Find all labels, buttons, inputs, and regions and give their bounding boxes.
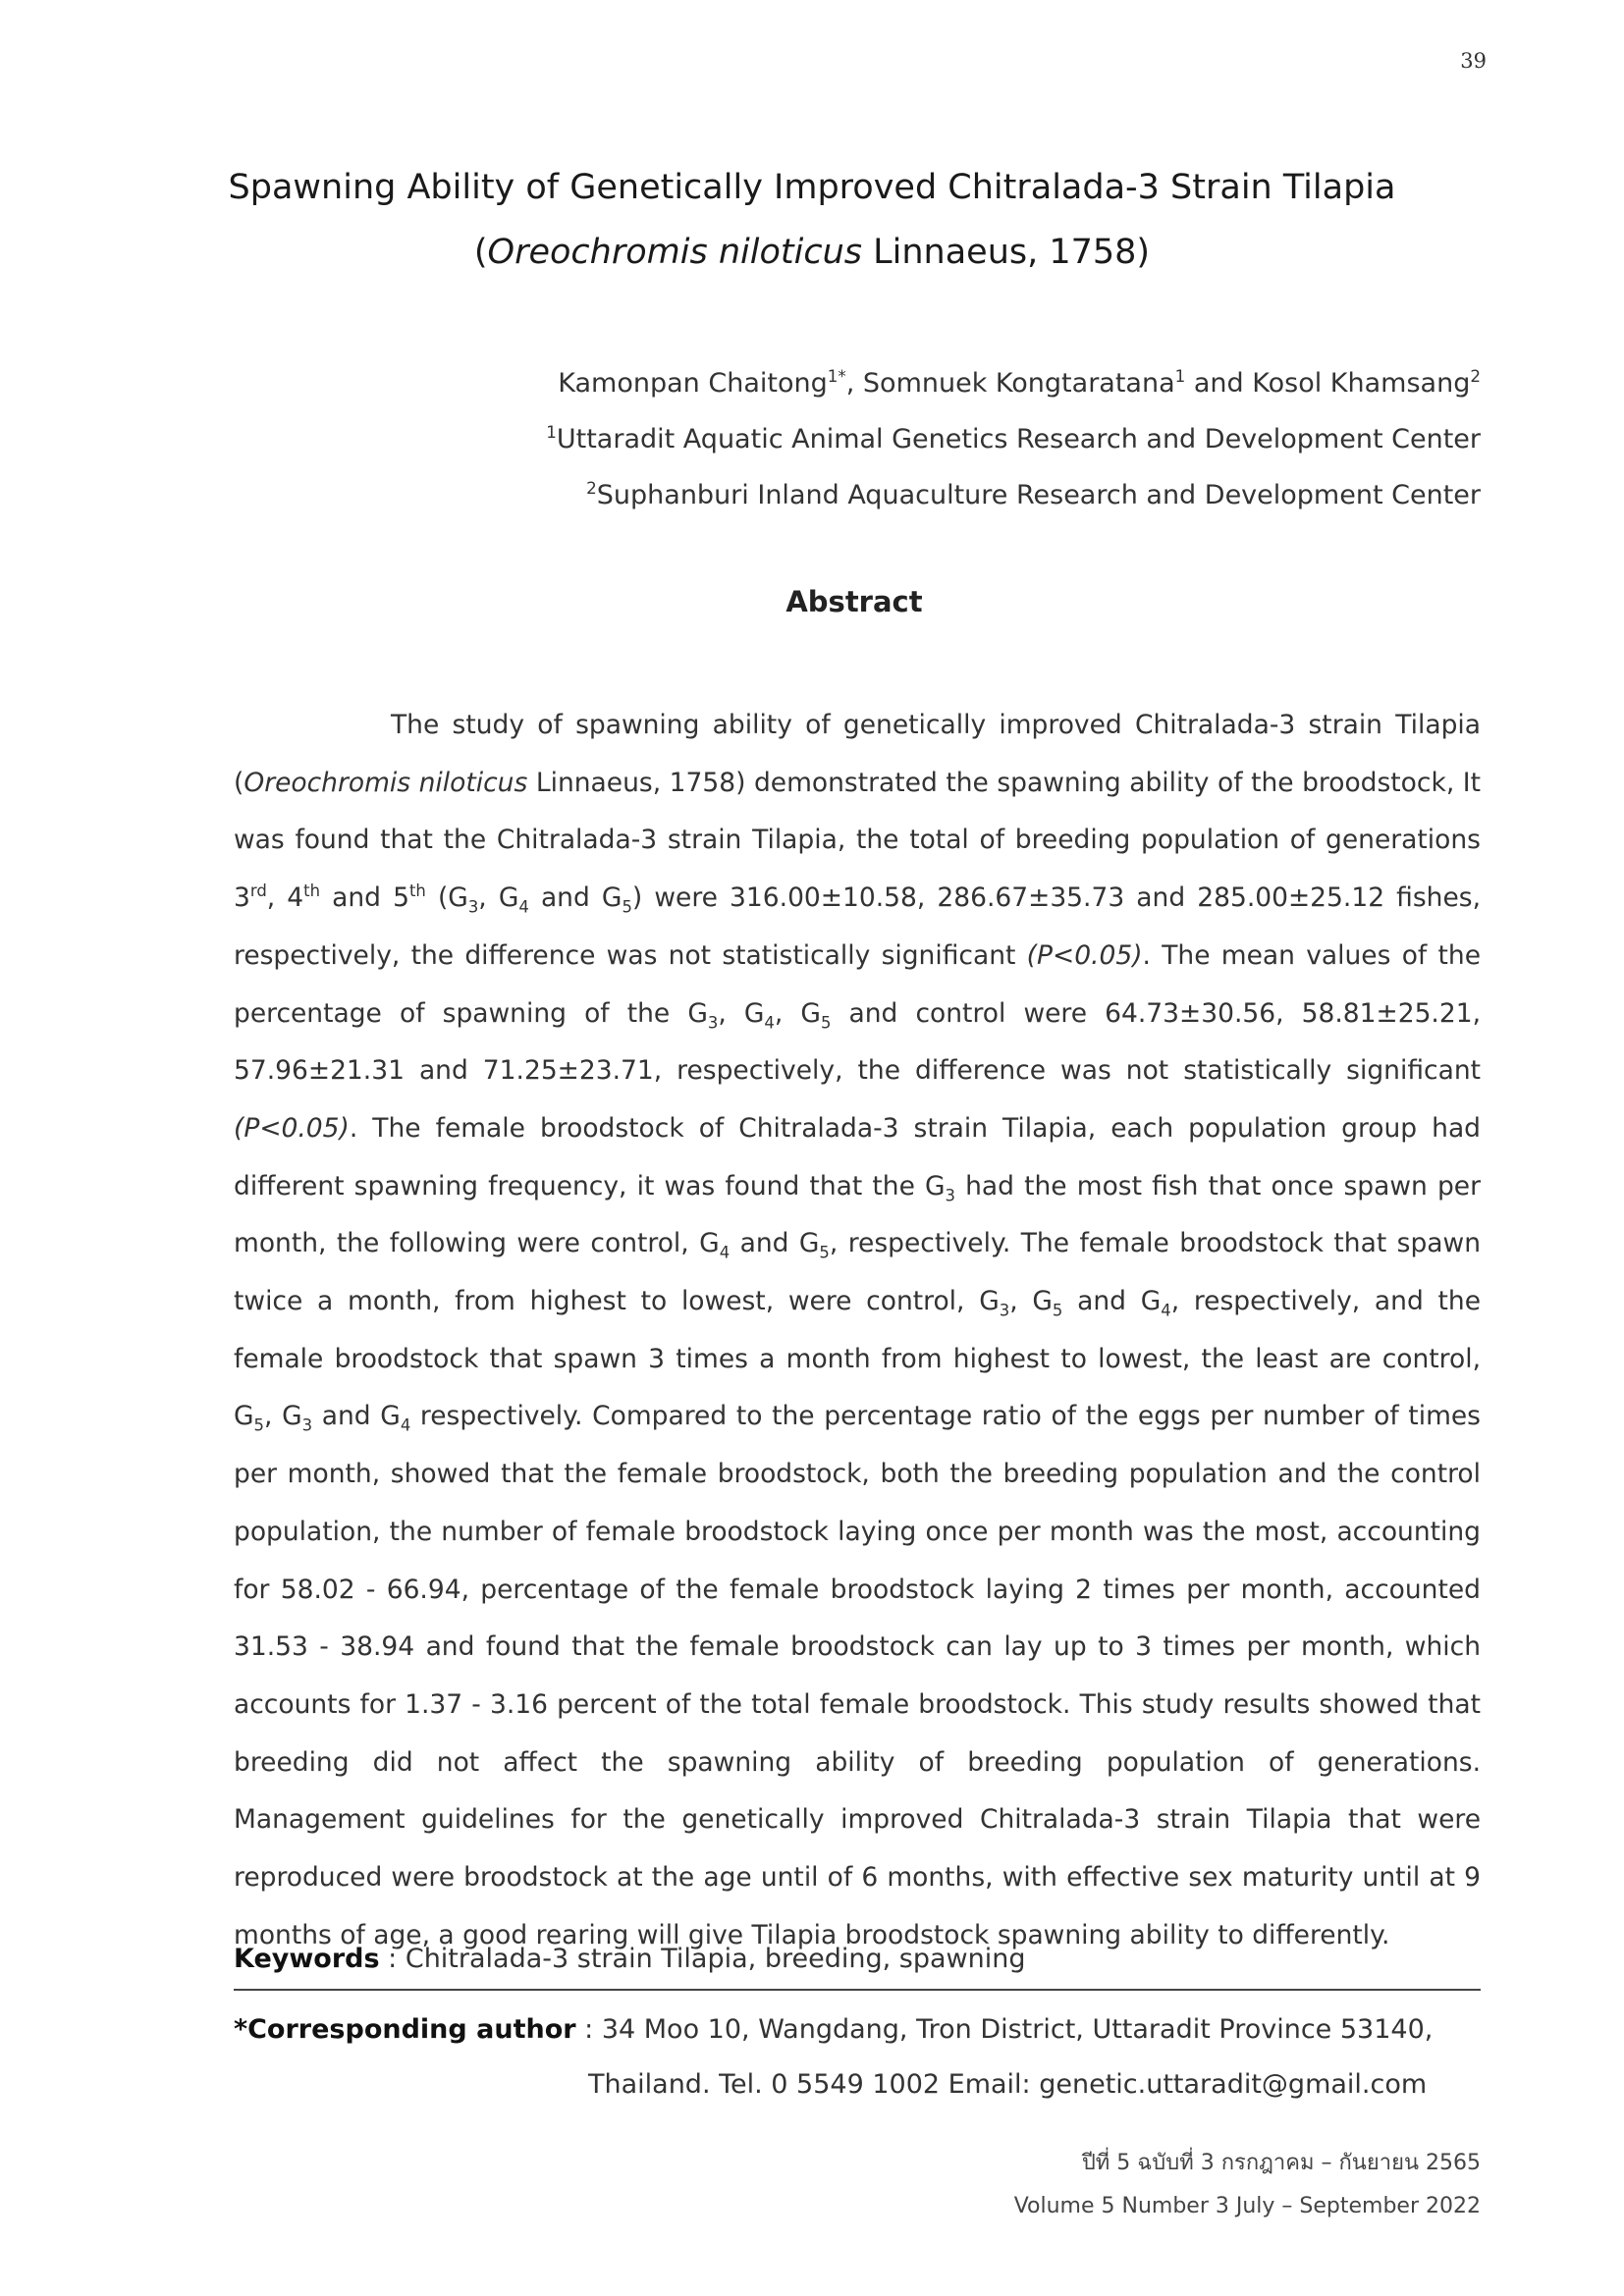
footer-thai: ปีที่ 5 ฉบับที่ 3 กรกฎาคม – กันยายน 2565 [1081, 2151, 1481, 2175]
affiliation-2: $^2$Suphanburi Inland Aquaculture Research and Development Center [586, 478, 1481, 510]
abstract-heading: Abstract [785, 585, 923, 618]
paper-title [147, 155, 1477, 285]
page-number: 39 [1460, 49, 1487, 73]
keywords-label: Keywords [234, 1944, 380, 1974]
keywords: Keywords : Chitralada-3 strain Tilapia, breeding, spawning [234, 1944, 1026, 1974]
journal-footer [1014, 2142, 1481, 2228]
corresponding-author-label: *Corresponding author [234, 2014, 576, 2045]
abstract-text: The study of spawning ability of genetically improved Chitralada-3 strain Tilapia (Oreochromis niloticus Linnaeus, 1758) demonstrated the spawning ability of the broodstock, It was found that the Chitralada-3 strain Tilapia, the total of breeding population of generations 3rd, 4th and 5th ($G_3$, $G_4$ and $G_5$) were 316.00±10.58, 286.67±35.73 and 285.00±25.12 fishes, respectively, the difference was not statistically significant (P<0.05). The mean values of the percentage of spawning of the $G_3$, $G_4$, $G_5$ and control were 64.73±30.56, 58.81±25.21, 57.96±21.31 and 71.25±23.71, respectively, the difference was not statistically significant (P<0.05). The female broodstock of Chitralada-3 strain Tilapia, each population group had different spawning frequency, it was found that the $G_3$ had the most fish that once spawn per month, the following were control, $G_4$ and $G_5$, respectively. The female broodstock that spawn twice a month, from highest to lowest, were control, $G_3$, $G_5$ and $G_4$, respectively, and the female broodstock that spawn 3 times a month from highest to lowest, the least are control, $G_5$, $G_3$ and $G_4$ respectively. Compared to the percentage ratio of the eggs per number of times per month, showed that the female broodstock, both the breeding population and the control population, the number of female broodstock laying once per month was the most, accounting for 58.02 - 66.94, percentage of the female broodstock laying 2 times per month, accounted 31.53 - 38.94 and found that the female broodstock can lay up to 3 times per month, which accounts for 1.37 - 3.16 percent of the total female broodstock. This study results showed that breeding did not affect the spawning ability of breeding population of generations. Management guidelines for the genetically improved Chitralada-3 strain Tilapia that were reproduced were broodstock at the age until of 6 months, with effective sex maturity until at 9 months of age, a good rearing will give Tilapia broodstock spawning ability to differently. [234, 710, 1481, 1950]
title-line-2: (Oreochromis niloticus Linnaeus, 1758) [473, 233, 1151, 272]
divider [234, 1989, 1481, 1991]
author-block [499, 355, 1481, 523]
species-name: Oreochromis niloticus [487, 233, 862, 272]
title-line-1: Spawning Ability of Genetically Improved Chitralada-3 Strain Tilapia [228, 168, 1396, 207]
footer-english: Volume 5 Number 3 July – September 2022 [1013, 2194, 1481, 2218]
author-list: Kamonpan Chaitong$^{1*}$, Somnuek Kongtaratana$^1$ and Kosol Khamsang$^2$ [558, 366, 1481, 399]
corresponding-author: *Corresponding author : 34 Moo 10, Wangdang, Tron District, Uttaradit Province 53140, Thailand. Tel. 0 5549 1002 Email: genetic.uttaradit@gmail.com [234, 2014, 1434, 2100]
affiliation-1: $^1$Uttaradit Aquatic Animal Genetics Research and Development Center [546, 422, 1481, 454]
